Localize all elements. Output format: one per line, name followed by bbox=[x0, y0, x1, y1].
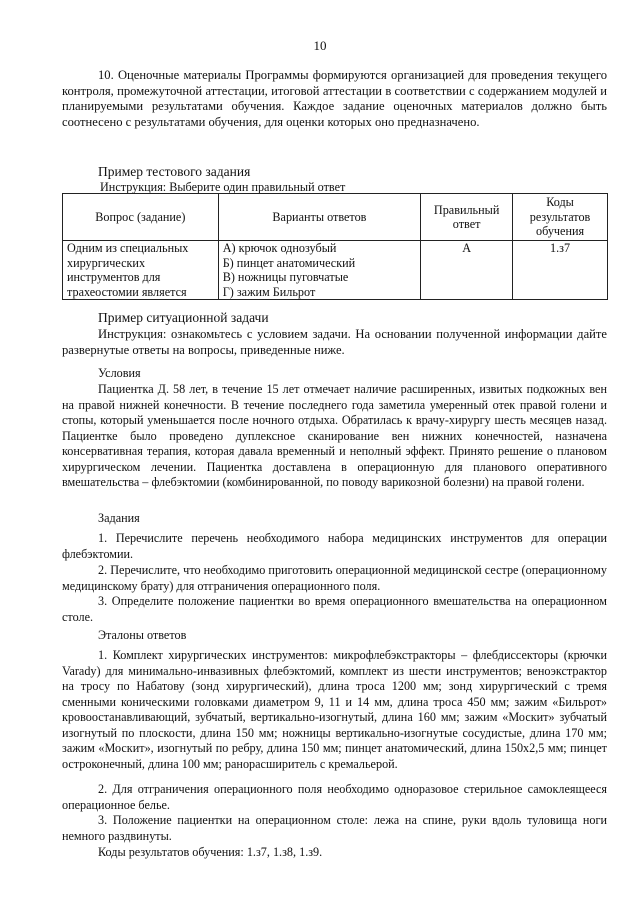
situational-instruction: Инструкция: ознакомьтесь с условием задачи. На основании полученной информации дайте развернутые ответы на вопросы, приведенные ниже. bbox=[62, 327, 607, 357]
header-options: Варианты ответов bbox=[218, 194, 420, 241]
option-d: Г) зажим Бильрот bbox=[222, 284, 316, 299]
table-header-row bbox=[63, 194, 608, 241]
page-number: 10 bbox=[313, 38, 327, 53]
question-cell: Одним из специальных хирургических инструментов для трахеостомии является bbox=[63, 241, 219, 300]
code-cell: 1.з7 bbox=[513, 241, 608, 300]
conditions-label: Условия bbox=[98, 366, 141, 380]
header-answer: Правильный ответ bbox=[421, 194, 513, 241]
option-c: В) ножницы пуговчатые bbox=[222, 270, 349, 284]
options-cell bbox=[218, 241, 420, 300]
tasks-label: Задания bbox=[98, 511, 140, 525]
test-example-title: Пример тестового задания bbox=[98, 164, 251, 179]
answer-2: 2. Для отграничения операционного поля необходимо одноразовое стерильное самоклеящееся операционное белье. bbox=[62, 782, 607, 812]
header-codes: Коды результатов обучения bbox=[513, 194, 608, 241]
task-1: 1. Перечислите перечень необходимого набора медицинских инструментов для операции флебэктомии. bbox=[62, 531, 607, 561]
test-table bbox=[62, 193, 608, 300]
option-b: Б) пинцет анатомический bbox=[222, 255, 356, 270]
answer-1: 1. Комплект хирургических инструментов: микрофлебэкстракторы – флебдиссекторы (крючки Varady) для минимально-инвазивных флебэктомий, комплект из шести инструментов; веноэкстрактор на тросу по Набатову (зонд хирургический), длина троса 1200 мм; зонд хирургический с тремя сменными коническими головками диаметром 9, 11 и 14 мм, длина троса 450 мм; зажим «Бильрот» кровоостанавливающий, зубчатый, вертикально-изогнутый, длина 160 мм; зажим «Москит» зубчатый изогнутый по плоскости, длина 150 мм; ножницы вертикально-изогнутые сосудистые, длина 170 мм; зажим «Москит», изогнутый по ребру, длина 150 мм; пинцет анатомический, длина 150х2,5 мм; пинцет остроконечный, длина 100 мм; ранорасширитель с кремальерой. bbox=[62, 648, 607, 771]
task-2: 2. Перечислите, что необходимо приготовить операционной медицинской сестре (операционному медицинскому брату) для отграничения операционного поля. bbox=[62, 563, 607, 593]
task-3: 3. Определите положение пациентки во время операционного вмешательства на операционном столе. bbox=[62, 594, 607, 624]
situational-title: Пример ситуационной задачи bbox=[98, 310, 269, 325]
answers-label: Эталоны ответов bbox=[98, 628, 187, 642]
option-a: А) крючок однозубый bbox=[222, 241, 337, 255]
header-question: Вопрос (задание) bbox=[63, 194, 219, 241]
table-row bbox=[63, 241, 608, 300]
conditions-text: Пациентка Д. 58 лет, в течение 15 лет отмечает наличие расширенных, извитых подкожных вен на правой нижней конечности. В течение последнего года заметила умеренный отек правой голени и стопы, который уменьшается после ночного отдыха. Обратилась к врачу-хирургу шесть месяцев назад. Пациентке было проведено дуплексное сканирование вен нижних конечностей, назначена консервативная терапия, которая давала временный и неполный эффект. Принято решение о плановом хирургическом лечении. Пациентка доставлена в операционную для планового оперативного вмешательства – флебэктомии (комбинированной, по поводу варикозной болезни) на правой голени. bbox=[62, 382, 607, 489]
answer-cell: А bbox=[421, 241, 513, 300]
intro-paragraph: 10. Оценочные материалы Программы формируются организацией для проведения текущего контроля, промежуточной аттестации, итоговой аттестации в соответствии с содержанием модулей и планируемыми результатами обучения. Каждое задание оценочных материалов должно быть соотнесено с результатами обучения, для оценки которых оно предназначено. bbox=[62, 68, 607, 129]
answer-3: 3. Положение пациентки на операционном столе: лежа на спине, руки вдоль туловища ноги немного раздвинуты. bbox=[62, 813, 607, 843]
test-instruction: Инструкция: Выберите один правильный ответ bbox=[100, 180, 346, 194]
result-codes: Коды результатов обучения: 1.з7, 1.з8, 1.з9. bbox=[98, 845, 323, 859]
